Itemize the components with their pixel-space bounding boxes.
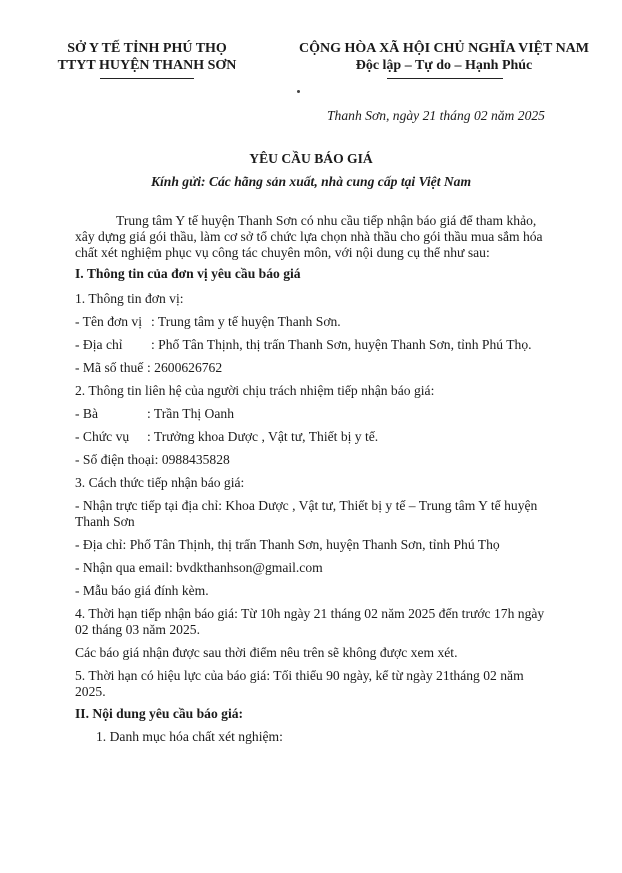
person-label: - Bà (75, 406, 99, 421)
document-title: YÊU CẦU BÁO GIÁ (249, 151, 373, 166)
validity-line-2: 2025. (75, 684, 106, 699)
person-value: : Trần Thị Oanh (147, 406, 234, 421)
section-2-heading: II. Nội dung yêu cầu báo giá: (75, 706, 244, 721)
unit-name-label: - Tên đơn vị (75, 314, 142, 329)
date-line: Thanh Sơn, ngày 21 tháng 02 năm 2025 (327, 108, 545, 123)
unit-info-heading: 1. Thông tin đơn vị: (75, 291, 184, 306)
salutation: Kính gửi: Các hãng sản xuất, nhà cung cấp tại Việt Nam (150, 174, 472, 189)
chemical-list-heading: 1. Danh mục hóa chất xét nghiệm: (96, 729, 283, 744)
direct-receipt-line-1: - Nhận trực tiếp tại địa chỉ: Khoa Dược , Vật tư, Thiết bị y tế – Trung tâm Y tế huyện (75, 498, 538, 513)
address-value: : Phố Tân Thịnh, thị trấn Thanh Sơn, huyện Thanh Sơn, tỉnh Phú Thọ. (151, 337, 532, 352)
position-value: : Trưởng khoa Dược , Vật tư, Thiết bị y tế. (147, 429, 379, 444)
late-note: Các báo giá nhận được sau thời điểm nêu trên sẽ không được xem xét. (75, 645, 458, 660)
issuing-unit-underline (100, 78, 194, 79)
tax-label: - Mã số thuế (75, 360, 144, 375)
national-motto: Độc lập – Tự do – Hạnh Phúc (355, 58, 533, 73)
intro-line-3: chất xét nghiệm phục vụ công tác chuyên môn, với nội dung cụ thể như sau: (75, 245, 490, 260)
position-label: - Chức vụ (75, 429, 130, 444)
issuing-unit: TTYT HUYỆN THANH SƠN (57, 58, 237, 73)
address-row (75, 337, 532, 353)
validity-line-1: 5. Thời hạn có hiệu lực của báo giá: Tối thiểu 90 ngày, kể từ ngày 21tháng 02 năm (75, 668, 524, 683)
tax-row (75, 360, 222, 376)
unit-name-row (75, 314, 341, 330)
national-motto-underline (387, 78, 503, 79)
direct-receipt-line-2: Thanh Sơn (75, 514, 135, 529)
position-row (75, 429, 378, 445)
tax-value: : 2600626762 (147, 360, 223, 375)
intro-line-1: Trung tâm Y tế huyện Thanh Sơn có nhu cầu tiếp nhận báo giá để tham khảo, (116, 213, 537, 228)
person-row (75, 406, 234, 422)
deadline-line-1: 4. Thời hạn tiếp nhận báo giá: Từ 10h ngày 21 tháng 02 năm 2025 đến trước 17h ngày (75, 606, 545, 621)
direct-address-line: - Địa chỉ: Phố Tân Thịnh, thị trấn Thanh Sơn, huyện Thanh Sơn, tỉnh Phú Thọ (75, 537, 500, 552)
phone-line: - Số điện thoại: 0988435828 (75, 452, 230, 467)
intro-line-2: xây dựng giá gói thầu, làm cơ sở tổ chức lựa chọn nhà thầu cho gói thầu mua sắm hóa (75, 229, 543, 244)
contact-heading: 2. Thông tin liên hệ của người chịu trách nhiệm tiếp nhận báo giá: (75, 383, 435, 398)
template-line: - Mẫu báo giá đính kèm. (75, 583, 209, 598)
address-label: - Địa chỉ (75, 337, 123, 352)
unit-name-value: : Trung tâm y tế huyện Thanh Sơn. (151, 314, 341, 329)
issuing-department: SỞ Y TẾ TỈNH PHÚ THỌ (67, 41, 227, 56)
section-1-heading: I. Thông tin của đơn vị yêu cầu báo giá (75, 266, 301, 281)
deadline-line-2: 02 tháng 03 năm 2025. (75, 622, 200, 637)
email-line: - Nhận qua email: bvdkthanhson@gmail.com (75, 560, 323, 575)
receipt-method-heading: 3. Cách thức tiếp nhận báo giá: (75, 475, 245, 490)
scan-speck (297, 90, 300, 93)
national-title: CỘNG HÒA XÃ HỘI CHỦ NGHĨA VIỆT NAM (298, 41, 589, 56)
